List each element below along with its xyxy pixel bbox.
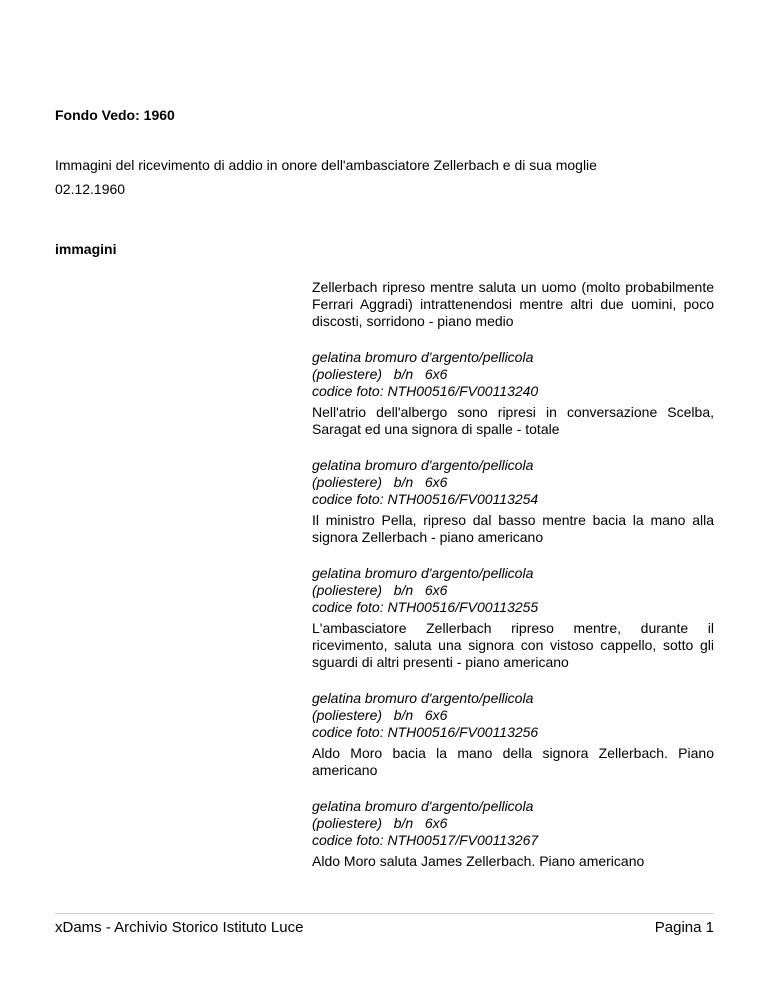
record-format: (poliestere) b/n 6x6	[312, 474, 448, 490]
record-5	[312, 745, 714, 849]
record-code: codice foto: NTH00516/FV00113255	[312, 599, 539, 615]
record-2	[312, 404, 714, 508]
record-4	[312, 620, 714, 741]
record-metadata	[312, 565, 714, 616]
record-description: Nell'atrio dell'albergo sono ripresi in conversazione Scelba, Saragat ed una signora di spalle - totale	[312, 404, 714, 437]
record-technique: gelatina bromuro d'argento/pellicola	[312, 565, 534, 581]
record-1	[312, 279, 714, 400]
record-format: (poliestere) b/n 6x6	[312, 707, 448, 723]
record-description: Aldo Moro saluta James Zellerbach. Piano americano	[312, 853, 645, 869]
section-heading: immagini	[55, 241, 117, 257]
footer-page-number: Pagina 1	[654, 919, 714, 936]
records-list	[312, 279, 714, 870]
record-format: (poliestere) b/n 6x6	[312, 582, 448, 598]
document-title: Immagini del ricevimento di addio in onore dell'ambasciatore Zellerbach e di sua moglie	[55, 157, 597, 173]
record-metadata	[312, 457, 714, 508]
record-code: codice foto: NTH00516/FV00113254	[312, 491, 539, 507]
record-metadata	[312, 349, 714, 400]
record-metadata	[312, 798, 714, 849]
document-date: 02.12.1960	[55, 181, 126, 197]
record-code: codice foto: NTH00517/FV00113267	[312, 832, 539, 848]
document-title-block	[55, 153, 735, 201]
record-technique: gelatina bromuro d'argento/pellicola	[312, 457, 534, 473]
record-format: (poliestere) b/n 6x6	[312, 815, 448, 831]
fondo-heading: Fondo Vedo: 1960	[55, 107, 175, 123]
record-code: codice foto: NTH00516/FV00113240	[312, 383, 539, 399]
record-format: (poliestere) b/n 6x6	[312, 366, 448, 382]
record-code: codice foto: NTH00516/FV00113256	[312, 724, 539, 740]
record-3	[312, 512, 714, 616]
record-description: L'ambasciatore Zellerbach ripreso mentre, durante il ricevimento, saluta una signora con vistoso cappello, sotto gli sguardi di altri presenti - piano americano	[312, 620, 714, 670]
record-description: Aldo Moro bacia la mano della signora Zellerbach. Piano americano	[312, 745, 714, 778]
record-6	[312, 853, 714, 870]
footer-archive-name: xDams - Archivio Storico Istituto Luce	[55, 919, 304, 936]
record-metadata	[312, 690, 714, 741]
record-technique: gelatina bromuro d'argento/pellicola	[312, 798, 534, 814]
record-description: Zellerbach ripreso mentre saluta un uomo (molto probabilmente Ferrari Aggradi) intrattenendosi mentre altri due uomini, poco discosti, sorridono - piano medio	[312, 279, 714, 329]
footer-divider	[55, 913, 714, 914]
record-description: Il ministro Pella, ripreso dal basso mentre bacia la mano alla signora Zellerbach - piano americano	[312, 512, 714, 545]
record-technique: gelatina bromuro d'argento/pellicola	[312, 349, 534, 365]
record-technique: gelatina bromuro d'argento/pellicola	[312, 690, 534, 706]
